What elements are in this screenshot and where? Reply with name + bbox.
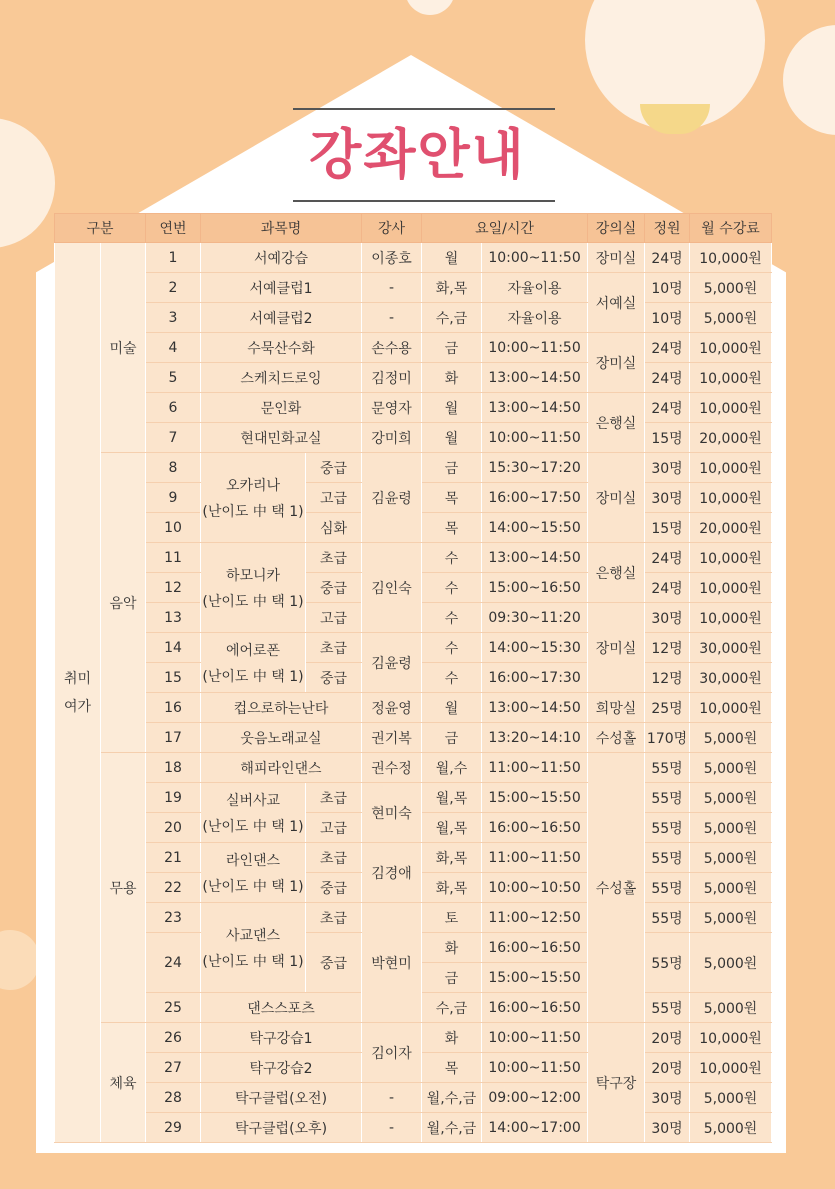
cell-teacher: -: [362, 1083, 422, 1113]
cell-teacher: 손수용: [362, 333, 422, 363]
table-row: [55, 423, 772, 453]
cell-time: 16:00~17:50: [482, 483, 588, 513]
cell-fee: 10,000원: [690, 573, 772, 603]
table-row: [55, 333, 772, 363]
cell-fee: 10,000원: [690, 1023, 772, 1053]
cell-no: 11: [146, 543, 201, 573]
cell-level: 초급: [306, 783, 362, 813]
cell-fee: 10,000원: [690, 393, 772, 423]
cell-room: 장미실: [588, 243, 645, 273]
cell-teacher: 김경애: [362, 843, 422, 903]
cell-day: 화,목: [422, 273, 482, 303]
cell-day: 월,목: [422, 813, 482, 843]
cell-teacher: -: [362, 273, 422, 303]
cell-day: 목: [422, 513, 482, 543]
cell-no: 12: [146, 573, 201, 603]
cell-time: 16:00~17:30: [482, 663, 588, 693]
cell-capacity: 30명: [645, 603, 690, 633]
cell-capacity: 12명: [645, 663, 690, 693]
cell-fee: 10,000원: [690, 1053, 772, 1083]
cell-no: 7: [146, 423, 201, 453]
cell-day: 월,목: [422, 783, 482, 813]
cell-teacher: 현미숙: [362, 783, 422, 843]
cell-level: 고급: [306, 603, 362, 633]
difficulty-note: (난이도 中 택 1): [202, 593, 304, 610]
cell-time: 10:00~11:50: [482, 333, 588, 363]
cell-time: 13:20~14:10: [482, 723, 588, 753]
cell-course: 해피라인댄스: [201, 753, 362, 783]
cell-time: 09:00~12:00: [482, 1083, 588, 1113]
cell-teacher: 문영자: [362, 393, 422, 423]
difficulty-note: (난이도 中 택 1): [202, 878, 304, 895]
cell-room: 장미실: [588, 453, 645, 543]
category-music: 음악: [101, 453, 146, 753]
cell-time: 13:00~14:50: [482, 393, 588, 423]
cell-capacity: 24명: [645, 543, 690, 573]
cell-level: 초급: [306, 543, 362, 573]
cell-day: 금: [422, 333, 482, 363]
table-row: [55, 543, 772, 573]
cell-capacity: 55명: [645, 933, 690, 993]
course-name: 라인댄스: [225, 852, 281, 869]
cell-no: 24: [146, 933, 201, 993]
header-teacher: 강사: [362, 214, 422, 243]
cell-time: 15:30~17:20: [482, 453, 588, 483]
cell-course: 스케치드로잉: [201, 363, 362, 393]
cell-fee: 5,000원: [690, 1083, 772, 1113]
course-name: 하모니카: [225, 567, 281, 584]
cell-level: 초급: [306, 633, 362, 663]
cell-level: 중급: [306, 873, 362, 903]
cell-teacher: 김이자: [362, 1023, 422, 1083]
cell-course: 댄스스포츠: [201, 993, 362, 1023]
cell-room: 장미실: [588, 333, 645, 393]
table-row: [55, 1083, 772, 1113]
cell-capacity: 30명: [645, 453, 690, 483]
title-line-top: [293, 108, 555, 110]
cell-room: 서예실: [588, 273, 645, 333]
cell-capacity: 15명: [645, 423, 690, 453]
cell-time: 16:00~16:50: [482, 933, 588, 963]
cell-fee: 5,000원: [690, 903, 772, 933]
cell-no: 19: [146, 783, 201, 813]
cell-teacher: 김윤령: [362, 633, 422, 693]
cell-day: 목: [422, 483, 482, 513]
decor-circle: [783, 25, 835, 135]
cell-capacity: 30명: [645, 1113, 690, 1143]
cell-time: 11:00~12:50: [482, 903, 588, 933]
table-row: [55, 723, 772, 753]
cell-room: 희망실: [588, 693, 645, 723]
cell-time: 09:30~11:20: [482, 603, 588, 633]
cell-capacity: 15명: [645, 513, 690, 543]
cell-fee: 10,000원: [690, 543, 772, 573]
cell-no: 17: [146, 723, 201, 753]
cell-capacity: 55명: [645, 813, 690, 843]
table-row: [55, 1113, 772, 1143]
cell-fee: 5,000원: [690, 873, 772, 903]
cell-fee: 10,000원: [690, 693, 772, 723]
difficulty-note: (난이도 中 택 1): [202, 668, 304, 685]
cell-fee: 5,000원: [690, 843, 772, 873]
cell-no: 5: [146, 363, 201, 393]
cell-day: 수: [422, 633, 482, 663]
cell-no: 6: [146, 393, 201, 423]
table-row: [55, 693, 772, 723]
cell-fee: 5,000원: [690, 273, 772, 303]
cell-time: 11:00~11:50: [482, 753, 588, 783]
cell-capacity: 12명: [645, 633, 690, 663]
cell-fee: 20,000원: [690, 513, 772, 543]
course-name: 실버사교: [225, 792, 281, 809]
cell-room: 은행실: [588, 543, 645, 603]
cell-teacher: 정윤영: [362, 693, 422, 723]
cell-fee: 5,000원: [690, 753, 772, 783]
cell-no: 16: [146, 693, 201, 723]
cell-day: 금: [422, 723, 482, 753]
cell-fee: 5,000원: [690, 933, 772, 993]
cell-teacher: 권수정: [362, 753, 422, 783]
cell-day: 월,수: [422, 753, 482, 783]
cell-day: 화,목: [422, 873, 482, 903]
cell-day: 화: [422, 933, 482, 963]
cell-capacity: 55명: [645, 993, 690, 1023]
cell-no: 8: [146, 453, 201, 483]
header-number: 연번: [146, 214, 201, 243]
cell-capacity: 24명: [645, 573, 690, 603]
difficulty-note: (난이도 中 택 1): [202, 953, 304, 970]
cell-capacity: 55명: [645, 753, 690, 783]
cell-time: 10:00~11:50: [482, 1053, 588, 1083]
cell-teacher: -: [362, 1113, 422, 1143]
table-header-row: [55, 214, 772, 243]
cell-capacity: 30명: [645, 483, 690, 513]
cell-no: 2: [146, 273, 201, 303]
cell-no: 9: [146, 483, 201, 513]
cell-time: 15:00~15:50: [482, 963, 588, 993]
cell-day: 월,수,금: [422, 1083, 482, 1113]
table-row: [55, 303, 772, 333]
cell-time: 13:00~14:50: [482, 693, 588, 723]
table-row: [55, 753, 772, 783]
cell-day: 월: [422, 393, 482, 423]
cell-capacity: 24명: [645, 243, 690, 273]
cell-time: 14:00~17:00: [482, 1113, 588, 1143]
cell-capacity: 20명: [645, 1023, 690, 1053]
cell-room: 수성홀: [588, 753, 645, 1023]
cell-no: 18: [146, 753, 201, 783]
cell-day: 화,목: [422, 843, 482, 873]
cell-capacity: 24명: [645, 363, 690, 393]
cell-level: 중급: [306, 573, 362, 603]
cell-time: 10:00~10:50: [482, 873, 588, 903]
cell-time: 15:00~15:50: [482, 783, 588, 813]
table-row: [55, 393, 772, 423]
decor-circle: [0, 930, 40, 990]
decor-circle: [405, 0, 455, 15]
cell-time: 16:00~16:50: [482, 993, 588, 1023]
cell-level: 고급: [306, 483, 362, 513]
cell-fee: 30,000원: [690, 633, 772, 663]
cell-day: 수: [422, 663, 482, 693]
cell-day: 목: [422, 1053, 482, 1083]
cell-capacity: 24명: [645, 333, 690, 363]
cell-capacity: 55명: [645, 873, 690, 903]
cell-capacity: 55명: [645, 843, 690, 873]
cell-time: 16:00~16:50: [482, 813, 588, 843]
cell-course: [201, 783, 306, 843]
cell-no: 22: [146, 873, 201, 903]
header-category: 구분: [55, 214, 146, 243]
header-capacity: 정원: [645, 214, 690, 243]
cell-capacity: 55명: [645, 783, 690, 813]
cell-teacher: -: [362, 303, 422, 333]
course-table: [54, 213, 772, 1143]
cell-day: 월: [422, 243, 482, 273]
header-room: 강의실: [588, 214, 645, 243]
cell-course: 탁구강습1: [201, 1023, 362, 1053]
cell-teacher: 강미희: [362, 423, 422, 453]
cell-course: 문인화: [201, 393, 362, 423]
cell-course: 현대민화교실: [201, 423, 362, 453]
table-row: [55, 633, 772, 663]
cell-day: 월: [422, 693, 482, 723]
cell-fee: 10,000원: [690, 243, 772, 273]
cell-course: [201, 903, 306, 993]
cell-fee: 5,000원: [690, 723, 772, 753]
title-line-bottom: [293, 200, 555, 202]
cell-day: 월: [422, 423, 482, 453]
table-row: [55, 363, 772, 393]
cell-no: 4: [146, 333, 201, 363]
cell-room: 탁구장: [588, 1023, 645, 1143]
cell-course: 서예클럽1: [201, 273, 362, 303]
cell-level: 초급: [306, 903, 362, 933]
cell-course: [201, 843, 306, 903]
cell-fee: 20,000원: [690, 423, 772, 453]
cell-no: 25: [146, 993, 201, 1023]
table-row: [55, 453, 772, 483]
table-row: [55, 783, 772, 813]
cell-no: 29: [146, 1113, 201, 1143]
course-name: 사교댄스: [225, 927, 281, 944]
cell-no: 26: [146, 1023, 201, 1053]
cell-fee: 10,000원: [690, 363, 772, 393]
cell-no: 27: [146, 1053, 201, 1083]
cell-time: 10:00~11:50: [482, 1023, 588, 1053]
cell-time: 13:00~14:50: [482, 363, 588, 393]
course-name: 오카리나: [225, 477, 281, 494]
cell-no: 14: [146, 633, 201, 663]
cell-no: 21: [146, 843, 201, 873]
category-art: 미술: [101, 243, 146, 453]
cell-time: 14:00~15:30: [482, 633, 588, 663]
cell-teacher: 김인숙: [362, 543, 422, 633]
cell-capacity: 10명: [645, 273, 690, 303]
header-schedule: 요일/시간: [422, 214, 588, 243]
cell-room: 수성홀: [588, 723, 645, 753]
cell-day: 수: [422, 603, 482, 633]
cell-day: 수: [422, 573, 482, 603]
cell-teacher: 권기복: [362, 723, 422, 753]
cell-teacher: 박현미: [362, 903, 422, 1023]
table-row: [55, 1023, 772, 1053]
cell-room: 장미실: [588, 603, 645, 693]
cell-day: 화: [422, 1023, 482, 1053]
table-row: [55, 243, 772, 273]
cell-day: 수,금: [422, 303, 482, 333]
header-fee: 월 수강료: [690, 214, 772, 243]
cell-time: 11:00~11:50: [482, 843, 588, 873]
cell-time: 14:00~15:50: [482, 513, 588, 543]
cell-no: 13: [146, 603, 201, 633]
cell-fee: 10,000원: [690, 333, 772, 363]
cell-no: 15: [146, 663, 201, 693]
cell-capacity: 10명: [645, 303, 690, 333]
cell-teacher: 김정미: [362, 363, 422, 393]
cell-day: 금: [422, 453, 482, 483]
cell-course: 수묵산수화: [201, 333, 362, 363]
cell-time: 10:00~11:50: [482, 423, 588, 453]
cell-course: 탁구클럽(오후): [201, 1113, 362, 1143]
cell-no: 1: [146, 243, 201, 273]
cell-no: 3: [146, 303, 201, 333]
cell-level: 중급: [306, 453, 362, 483]
cell-course: [201, 453, 306, 543]
cell-level: 고급: [306, 813, 362, 843]
cell-fee: 10,000원: [690, 603, 772, 633]
cell-capacity: 30명: [645, 1083, 690, 1113]
cell-day: 금: [422, 963, 482, 993]
cell-teacher: 김윤령: [362, 453, 422, 543]
cell-fee: 5,000원: [690, 993, 772, 1023]
cell-course: [201, 633, 306, 693]
cell-capacity: 55명: [645, 903, 690, 933]
cell-no: 28: [146, 1083, 201, 1113]
cell-fee: 30,000원: [690, 663, 772, 693]
cell-capacity: 20명: [645, 1053, 690, 1083]
cell-course: 서예강습: [201, 243, 362, 273]
group-label: 취미 여가: [55, 243, 101, 1143]
table-row: [55, 843, 772, 873]
cell-no: 10: [146, 513, 201, 543]
cell-day: 화: [422, 363, 482, 393]
table-row: [55, 273, 772, 303]
cell-no: 23: [146, 903, 201, 933]
cell-course: 서예클럽2: [201, 303, 362, 333]
cell-level: 중급: [306, 933, 362, 993]
cell-time: 자율이용: [482, 273, 588, 303]
cell-course: [201, 543, 306, 633]
cell-course: 탁구클럽(오전): [201, 1083, 362, 1113]
cell-day: 토: [422, 903, 482, 933]
cell-level: 심화: [306, 513, 362, 543]
cell-day: 수: [422, 543, 482, 573]
cell-day: 수,금: [422, 993, 482, 1023]
cell-day: 월,수,금: [422, 1113, 482, 1143]
cell-time: 10:00~11:50: [482, 243, 588, 273]
cell-no: 20: [146, 813, 201, 843]
cell-course: 탁구강습2: [201, 1053, 362, 1083]
cell-fee: 5,000원: [690, 813, 772, 843]
cell-level: 중급: [306, 663, 362, 693]
cell-course: 컵으로하는난타: [201, 693, 362, 723]
category-dance: 무용: [101, 753, 146, 1023]
cell-capacity: 170명: [645, 723, 690, 753]
page-title: 강좌안내: [309, 123, 526, 186]
cell-fee: 5,000원: [690, 1113, 772, 1143]
category-sports: 체육: [101, 1023, 146, 1143]
header-course: 과목명: [201, 214, 362, 243]
table-row: [55, 903, 772, 933]
cell-time: 자율이용: [482, 303, 588, 333]
cell-course: 웃음노래교실: [201, 723, 362, 753]
cell-fee: 5,000원: [690, 783, 772, 813]
cell-capacity: 25명: [645, 693, 690, 723]
cell-fee: 10,000원: [690, 453, 772, 483]
course-name: 에어로폰: [225, 642, 281, 659]
cell-time: 15:00~16:50: [482, 573, 588, 603]
difficulty-note: (난이도 中 택 1): [202, 818, 304, 835]
cell-room: 은행실: [588, 393, 645, 453]
cell-teacher: 이종호: [362, 243, 422, 273]
cell-level: 초급: [306, 843, 362, 873]
cell-time: 13:00~14:50: [482, 543, 588, 573]
cell-fee: 5,000원: [690, 303, 772, 333]
cell-fee: 10,000원: [690, 483, 772, 513]
cell-capacity: 24명: [645, 393, 690, 423]
difficulty-note: (난이도 中 택 1): [202, 503, 304, 520]
